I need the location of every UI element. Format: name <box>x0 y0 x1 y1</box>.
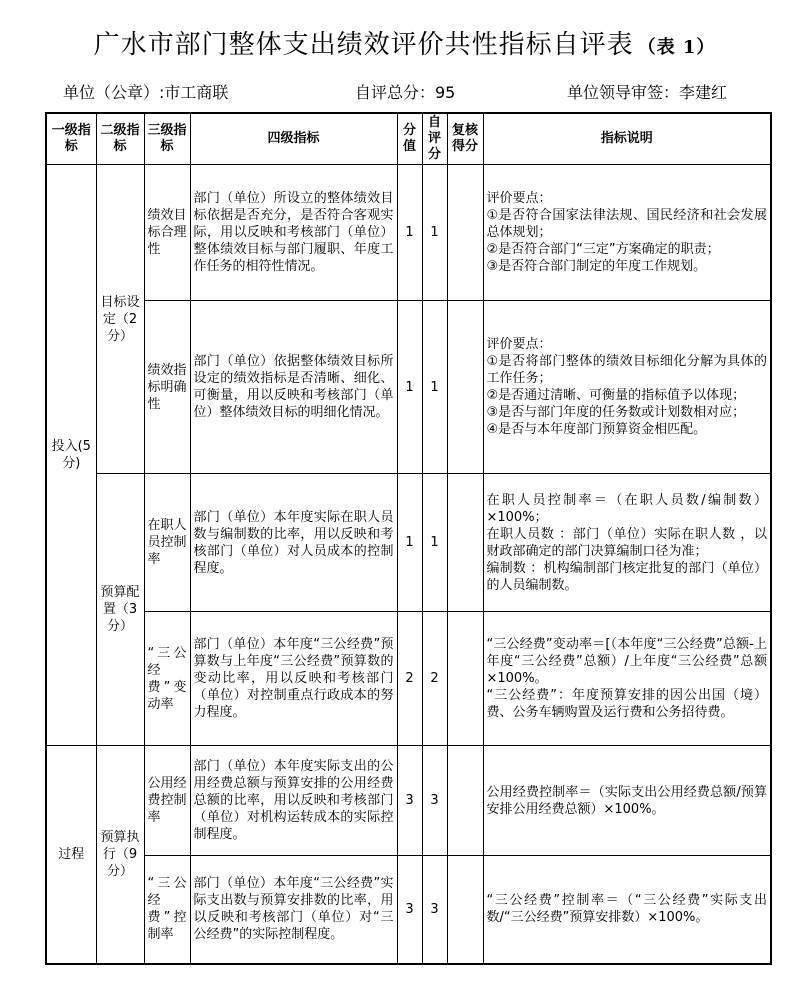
score-cell: 1 <box>397 301 422 474</box>
explanation-cell <box>483 746 771 856</box>
page-title <box>0 24 809 61</box>
self-score-cell: 3 <box>422 746 447 856</box>
self-score-cell: 3 <box>422 856 447 964</box>
level4-cell: 部门（单位）本年度实际支出的公用经费总额与预算安排的公用经费总额的比率，用以反映和考核部门（单位）对机构运转成本的实际控制程度。 <box>190 746 397 856</box>
explanation-line: 评价要点： <box>486 337 552 352</box>
review-score-cell <box>447 856 483 964</box>
level4-cell: 部门（单位）依据整体绩效目标所设定的绩效指标是否清晰、细化、可衡量，用以反映和考核部门（单位）整体绩效目标的明细化情况。 <box>190 301 397 474</box>
group-process: 过程 <box>46 746 96 964</box>
table-row <box>46 746 771 856</box>
explanation-line: ④是否与本年度部门预算资金相匹配。 <box>486 422 707 437</box>
explanation-line: ②是否符合部门“三定”方案确定的职责； <box>486 242 720 257</box>
score-cell: 3 <box>397 856 422 964</box>
self-score-cell: 1 <box>422 474 447 612</box>
header-row <box>46 113 771 165</box>
unit-label: 单位（公章）:市工商联 <box>63 83 229 102</box>
explanation-line: “三公经费”：年度预算安排的因公出国（境）费、公务车辆购置及运行费和公务招待费。 <box>486 688 767 720</box>
level3-cell: 绩效指标明确性 <box>144 301 190 474</box>
table-row <box>46 856 771 964</box>
explanation-cell <box>483 474 771 612</box>
table-row <box>46 301 771 474</box>
evaluation-table <box>45 112 772 965</box>
explanation-line: ③是否与部门年度的任务数或计划数相对应； <box>486 405 746 420</box>
total-score: 自评总分：95 <box>355 83 456 102</box>
header-level2: 二级指标 <box>96 113 144 165</box>
level3-cell: 在职人员控制率 <box>144 474 190 612</box>
table-row <box>46 165 771 301</box>
level4-cell: 部门（单位）本年度实际在职人员数与编制数的比率，用以反映和考核部门（单位）对人员成本的控制程度。 <box>190 474 397 612</box>
review-score-cell <box>447 746 483 856</box>
score-cell: 1 <box>397 165 422 301</box>
level3-cell: “三公经费”控制率 <box>144 856 190 964</box>
title-note: （表 1） <box>637 37 716 58</box>
title-text: 广水市部门整体支出绩效评价共性指标自评表 <box>93 30 634 60</box>
explanation-line: “三公经费”控制率＝（“三公经费”实际支出数/“三公经费”预算安排数）×100%。 <box>486 893 767 926</box>
header-review-score: 复核得分 <box>447 113 483 165</box>
self-score-cell: 1 <box>422 301 447 474</box>
score-cell: 2 <box>397 612 422 746</box>
review-score-cell <box>447 165 483 301</box>
explanation-line: 公用经费控制率＝（实际支出公用经费总额/预算安排公用经费总额）×100%。 <box>486 784 767 817</box>
explanation-line: ①是否将部门整体的绩效目标细化分解为具体的工作任务； <box>486 354 767 386</box>
explanation-cell <box>483 612 771 746</box>
leader-signature: 单位领导审签：李建红 <box>567 83 728 102</box>
header-explanation: 指标说明 <box>483 113 771 165</box>
level4-cell: 部门（单位）本年度“三公经费”预算数与上年度“三公经费”预算数的变动比率，用以反映和考核部门（单位）对控制重点行政成本的努力程度。 <box>190 612 397 746</box>
header-score: 分值 <box>397 113 422 165</box>
explanation-line: ③是否符合部门制定的年度工作规划。 <box>486 259 707 274</box>
header-level3: 三级指标 <box>144 113 190 165</box>
level3-cell: 绩效目标合理性 <box>144 165 190 301</box>
header-level1: 一级指标 <box>46 113 96 165</box>
header-level4: 四级指标 <box>190 113 397 165</box>
explanation-cell <box>483 165 771 301</box>
explanation-line: 在职人员数 ：部门（单位）实际在职人数 ，以财政部确定的部门决算编制口径为准； <box>486 526 767 559</box>
group-budget-config: 预算配置（3分） <box>96 474 144 746</box>
explanation-line: ②是否通过清晰、可衡量的指标值予以体现； <box>486 388 746 403</box>
explanation-cell <box>483 301 771 474</box>
explanation-line: 在职人员控制率＝（在职人员数/编制数）×100%； <box>486 492 767 525</box>
review-score-cell <box>447 612 483 746</box>
explanation-cell <box>483 856 771 964</box>
self-score-cell: 2 <box>422 612 447 746</box>
score-cell: 1 <box>397 474 422 612</box>
table-row <box>46 612 771 746</box>
score-cell: 3 <box>397 746 422 856</box>
level4-cell: 部门（单位）所设立的整体绩效目标依据是否充分，是否符合客观实际，用以反映和考核部门（单位）整体绩效目标与部门履职、年度工作任务的相符性情况。 <box>190 165 397 301</box>
explanation-line: 编制数 ：机构编制部门核定批复的部门（单位）的人员编制数。 <box>486 560 767 593</box>
explanation-line: 评价要点： <box>486 191 552 206</box>
table-row <box>46 474 771 612</box>
explanation-line: ①是否符合国家法律法规、国民经济和社会发展总体规划； <box>486 208 767 240</box>
level3-cell: 公用经费控制率 <box>144 746 190 856</box>
review-score-cell <box>447 474 483 612</box>
group-budget-exec: 预算执行（9分） <box>96 746 144 964</box>
review-score-cell <box>447 301 483 474</box>
group-target-setting: 目标设定（2分） <box>96 165 144 474</box>
self-score-cell: 1 <box>422 165 447 301</box>
level4-cell: 部门（单位）本年度“三公经费”实际支出数与预算安排数的比率，用以反映和考核部门（单位）对“三公经费”的实际控制程度。 <box>190 856 397 964</box>
level3-cell: “三公经费”变动率 <box>144 612 190 746</box>
header-self-score: 自评分 <box>422 113 447 165</box>
explanation-line: “三公经费”变动率＝[（本年度“三公经费”总额-上年度“三公经费”总额）/上年度“三公经费”总额×100%。 <box>486 637 767 686</box>
group-input: 投入(5分) <box>46 165 96 746</box>
